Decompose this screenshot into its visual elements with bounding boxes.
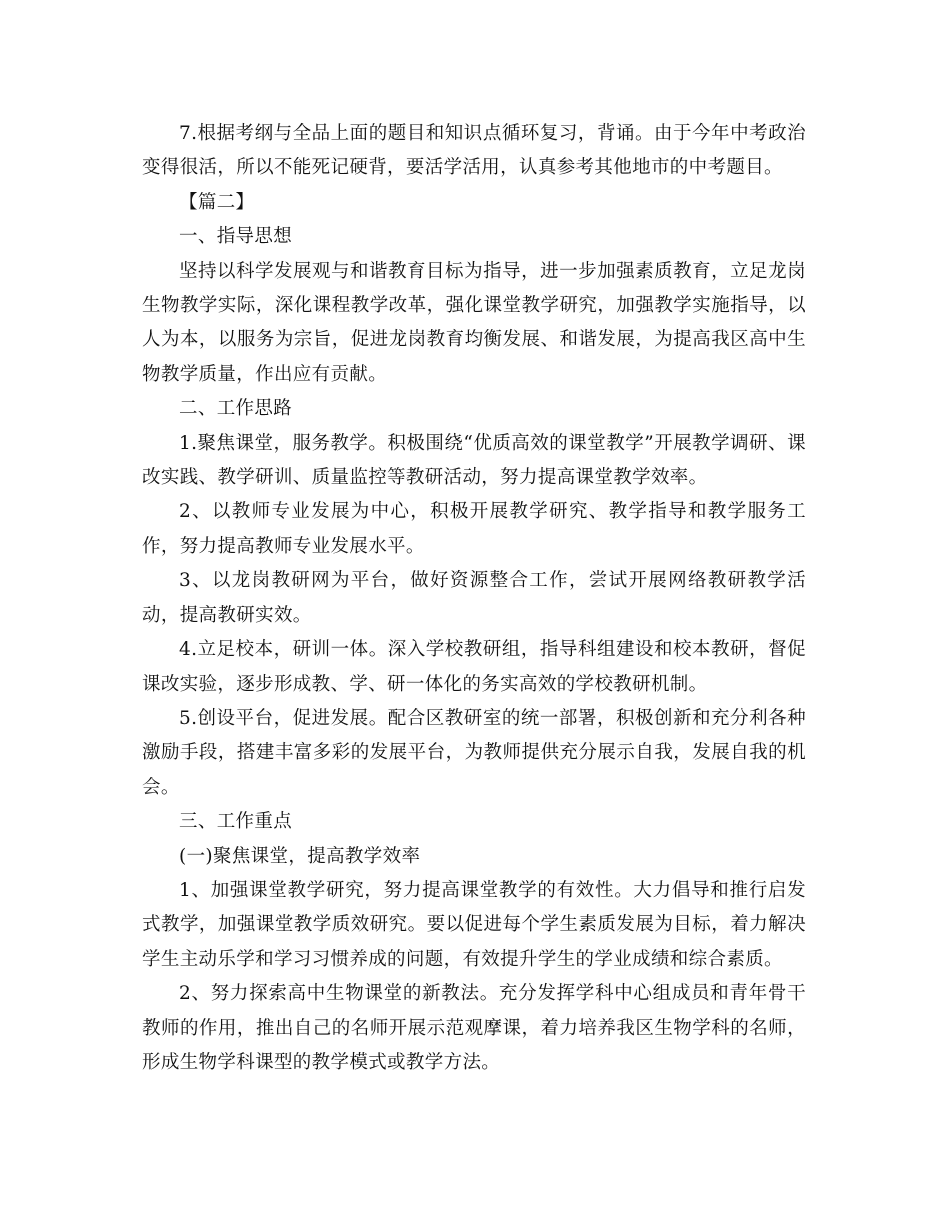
heading-work-focus: 三、工作重点 [179, 811, 293, 833]
paragraph-approach-5: 5.创设平台，促进发展。配合区教研室的统一部署，积极创新和充分利各种激励手段，搭建丰富多彩的发展平台，为教师提供充分展示自我，发展自我的机会。 [142, 707, 806, 798]
paragraph-approach-4: 4.立足校本，研训一体。深入学校教研组，指导科组建设和校本教研，督促课改实验，逐步形成教、学、研一体化的务实高效的学校教研机制。 [142, 639, 806, 695]
heading-guiding-ideology: 一、指导思想 [179, 226, 293, 248]
paragraph-focus-2: 2、努力探索高中生物课堂的新教法。充分发挥学科中心组成员和青年骨干教师的作用，推出自己的名师开展示范观摩课，着力培养我区生物学科的名师，形成生物学科课型的教学模式或教学方法。 [142, 983, 806, 1073]
section-heading-part-two: 【篇二】 [179, 191, 255, 213]
paragraph-review-tip-7: 7.根据考纲与全品上面的题目和知识点循环复习，背诵。由于今年中考政治变得很活，所以不能死记硬背，要活学活用，认真参考其他地市的中考题目。 [142, 123, 806, 179]
document-body [142, 117, 806, 1080]
paragraph-approach-3: 3、以龙岗教研网为平台，做好资源整合工作，尝试开展网络教研教学活动，提高教研实效。 [142, 570, 806, 626]
paragraph-approach-2: 2、以教师专业发展为中心，积极开展教学研究、教学指导和教学服务工作，努力提高教师专业发展水平。 [142, 501, 806, 557]
heading-work-approach: 二、工作思路 [179, 398, 293, 420]
subheading-focus-classroom: (一)聚焦课堂，提高教学效率 [179, 845, 421, 867]
paragraph-approach-1: 1.聚焦课堂，服务教学。积极围绕“优质高效的课堂教学”开展教学调研、课改实践、教学研训、质量监控等教研活动，努力提高课堂教学效率。 [142, 432, 806, 489]
paragraph-focus-1: 1、加强课堂教学研究，努力提高课堂教学的有效性。大力倡导和推行启发式教学，加强课堂教学质效研究。要以促进每个学生素质发展为目标，着力解决学生主动乐学和学习习惯养成的问题，有效提升学生的学业成绩和综合素质。 [142, 879, 806, 970]
paragraph-guiding-ideology: 坚持以科学发展观与和谐教育目标为指导，进一步加强素质教育，立足龙岗生物教学实际，深化课程教学改革，强化课堂教学研究，加强教学实施指导，以人为本，以服务为宗旨，促进龙岗教育均衡发展、和谐发展，为提高我区高中生物教学质量，作出应有贡献。 [142, 260, 806, 385]
